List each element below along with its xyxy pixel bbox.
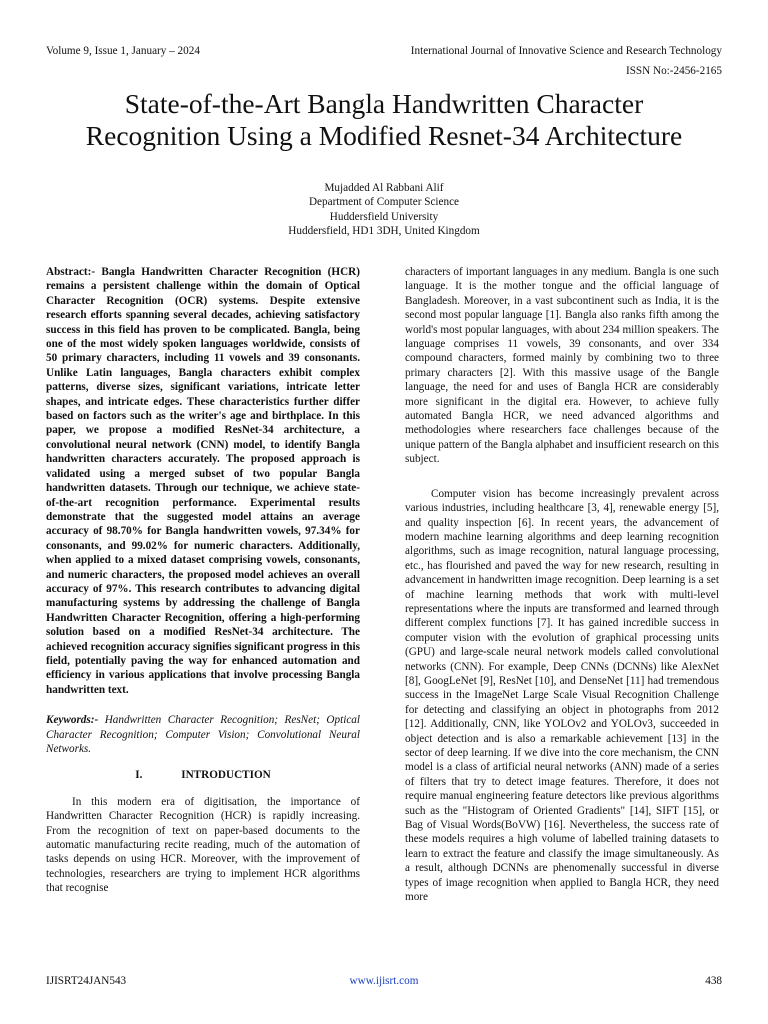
title-line-1: State-of-the-Art Bangla Handwritten Character: [124, 88, 644, 119]
journal-name: International Journal of Innovative Science and Research Technology: [410, 45, 722, 57]
footer-website-link[interactable]: www.ijisrt.com: [349, 975, 419, 987]
paper-title: [20, 88, 748, 152]
intro-paragraph-1: In this modern era of digitisation, the importance of Handwritten Character Recognition (HCR) is rapidly increasing. From the recognition of text on paper-based documents to the automatic manufacturing recite reading, much of the automation of tasks depends on using HCR. Moreover, with the improvement of technologies, researchers are trying to implement HCR algorithms that recognise: [46, 795, 360, 895]
section-title: INTRODUCTION: [181, 769, 271, 782]
author-address: Huddersfield, HD1 3DH, United Kingdom: [288, 225, 480, 238]
author-university: Huddersfield University: [329, 210, 439, 223]
paragraph-gap: [405, 467, 719, 487]
left-column: [46, 265, 360, 896]
right-column: [405, 265, 719, 904]
author-department: Department of Computer Science: [308, 196, 460, 209]
title-line-2: Recognition Using a Modified Resnet-34 Architecture: [85, 120, 683, 151]
footer-paper-id: IJISRT24JAN543: [46, 975, 127, 987]
section-number: I.: [135, 769, 143, 782]
volume-issue: Volume 9, Issue 1, January – 2024: [46, 45, 200, 57]
issn: ISSN No:-2456-2165: [625, 65, 722, 77]
author-name: Mujadded Al Rabbani Alif: [324, 182, 444, 194]
page-number: 438: [705, 975, 722, 987]
abstract: Abstract:- Bangla Handwritten Character Recognition (HCR) remains a persistent challenge within the domain of Optical Character Recognition (OCR) systems. Despite extensive research efforts spanning several decades, achieving satisfactory success in this field has proven to be complicated. Bangla, being one of the most widely spoken languages worldwide, consists of 50 primary characters, including 11 vowels and 39 consonants. Unlike Latin languages, Bangla characters exhibit complex patterns, diverse sizes, significant variations, intricate letter shapes, and intricate edges. These characteristics further differ based on factors such as the writer's age and birthplace. In this paper, we propose a modified ResNet-34 architecture, a convolutional neural network (CNN) model, to identify Bangla handwritten characters accurately. The proposed approach is validated using a merged subset of two popular Bangla handwritten datasets. Through our technique, we achieve state-of-the-art recognition performance. Experimental results demonstrate that the suggested model attains an average accuracy of 98.70% for Bangla handwritten vowels, 97.34% for consonants, and 99.02% for numeric characters. Additionally, when applied to a mixed dataset comprising vowels, consonants, and numeric characters, the proposed model achieves an overall accuracy of 97%. This research contributes to advancing digital manufacturing systems by addressing the challenge of Bangla Handwritten Character Recognition, offering a high-performing solution based on a modified ResNet-34 architecture. The achieved recognition accuracy signifies significant progress in this field, potentially paving the way for enhanced automation and efficiency in various applications that involve processing Bangla handwritten text.: [46, 266, 360, 696]
keywords: [46, 713, 360, 756]
intro-paragraph-3: Computer vision has become increasingly prevalent across various industries, including healthcare [3, 4], renewable energy [5], and quality inspection [6]. In recent years, the advancement of modern machine learning algorithms and deep learning recognition algorithms, such as image recognition, natural language processing, etc., has flourished and paved the way for new research, resulting in advancement in handwritten image recognition. Deep learning is a set of machine learning methods that work with multi-level representations where the inputs are transformed and learned through different complex functions [7]. It has gained incredible success in computer vision with the evolution of graphical processing units (GPU) and large-scale neural network models called convolutional networks (CNN). For example, Deep CNNs (DCNNs) like AlexNet [8], GoogLeNet [9], ResNet [10], and DenseNet [11] had tremendous success in the ImageNet Large Scale Visual Recognition Challenge for detecting and classifying an object in photographs from 2012 [12]. Additionally, CNN, like YOLOv2 and YOLOv3, succeeded in object detection and is also a remarkable achievement [13] in the sector of deep learning. If we dive into the core mechanism, the CNN model is a class of artificial neural networks (ANN) made of a series of filters that try to detect image features. Therefore, it does not require manual engineering feature detectors like previous algorithms such as the "Histogram of Oriented Gradients" [14], SIFT [15], or Bag of Visual Words(BoVW) [16]. Nevertheless, the success rate of these models requires a high volume of labelled training datasets to learn to extract the feature and classify the image simultaneously. As a result, although DCNNs are phenomenally successful in diverse types of image recognition when applied to Bangla HCR, they need more: [405, 487, 719, 904]
author-block: [0, 181, 768, 239]
keywords-label: Keywords:-: [46, 714, 99, 727]
keywords-text: Handwritten Character Recognition; ResNet; Optical Character Recognition; Computer Vision; Convolutional Neural Networks.: [46, 714, 360, 755]
intro-paragraph-2: characters of important languages in any medium. Bangla is one such language. It is the mother tongue and the official language of Bangladesh. Moreover, in a vast subcontinent such as India, it is the second most popular language [1]. Bangla also ranks fifth among the world's most popular languages, with about 234 million speakers. The language comprises 11 vowels, 39 consonants, and over 334 compound characters, formed mainly by combining two to three primary characters [2]. With this massive usage of the Bangle language, the need for and uses of Bangla HCR are considerably more significant in the digital era. However, to achieve fully automated Bangla HCR, we need advanced algorithms and methodologies where researchers face challenges because of the unique pattern of the Bangla alphabet and insufficient research on this subject.: [405, 266, 719, 466]
section-heading-introduction: [46, 768, 360, 782]
